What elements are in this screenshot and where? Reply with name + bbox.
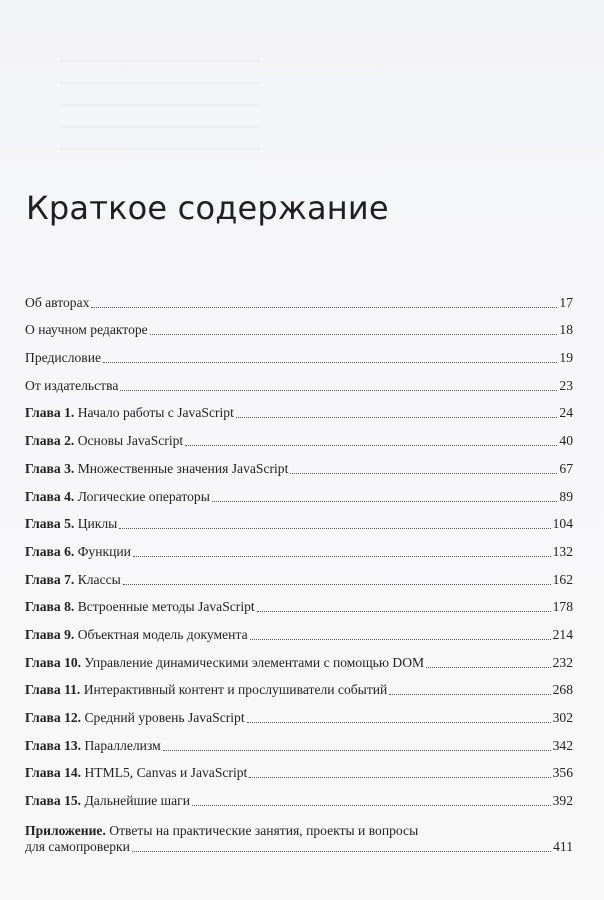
dot-leader <box>426 666 550 668</box>
dot-leader <box>133 555 551 557</box>
toc-entry-title: Логические операторы <box>77 488 210 504</box>
toc-entry-label <box>25 516 117 532</box>
toc-entry-label <box>25 405 234 421</box>
dot-leader <box>212 500 558 502</box>
page-number: 18 <box>559 322 573 338</box>
page-number: 302 <box>552 710 573 725</box>
toc-entry-title: Множественные значения JavaScript <box>77 460 289 476</box>
toc-entry <box>25 754 573 782</box>
dot-leader <box>247 721 551 723</box>
toc-entry <box>25 477 573 505</box>
chapter-number: Глава 13. <box>25 737 82 753</box>
appendix-title-part-1: Ответы на практические занятия, проекты и вопросы <box>109 823 419 839</box>
toc-entry <box>25 421 573 449</box>
toc-entry-title: Интерактивный контент и прослушиватели событий <box>83 682 388 698</box>
page-number: 411 <box>553 839 573 855</box>
toc-entry-title: Начало работы с JavaScript <box>77 405 234 421</box>
toc-entry-title: От издательства <box>25 377 119 393</box>
page-number: 356 <box>552 765 573 781</box>
toc-entry-title: Классы <box>77 571 121 587</box>
page-number: 132 <box>552 543 573 559</box>
page-number: 162 <box>552 571 573 587</box>
dot-leader <box>132 850 551 852</box>
chapter-number: Глава 5. <box>25 516 75 532</box>
toc-entry-label <box>25 350 101 366</box>
toc-entry <box>25 560 573 588</box>
toc-entry-label <box>25 544 131 560</box>
toc-entry-title: О научном редакторе <box>25 322 148 338</box>
page-number: 214 <box>552 626 573 642</box>
chapter-number: Глава 14. <box>25 765 82 781</box>
dot-leader <box>249 776 550 778</box>
dot-leader <box>123 583 551 585</box>
page-number: 342 <box>552 737 573 753</box>
page-number: 24 <box>559 405 573 421</box>
toc-entry <box>25 394 573 422</box>
toc-entry-title: Средний уровень JavaScript <box>84 710 245 725</box>
dot-leader <box>163 749 551 751</box>
appendix-title-part-2: для самопроверки <box>25 839 130 855</box>
toc-entry <box>25 505 573 533</box>
toc-entry-label <box>25 627 248 643</box>
page-number: 17 <box>559 294 573 310</box>
chapter-number: Глава 6. <box>25 543 75 559</box>
toc-entry <box>25 726 573 754</box>
dot-leader <box>103 361 557 363</box>
toc-entry-title: Циклы <box>77 516 118 532</box>
dot-leader <box>250 638 551 640</box>
dot-leader <box>192 804 551 806</box>
dot-leader <box>236 416 558 418</box>
toc-entry-label <box>25 322 148 338</box>
chapter-number: Глава 7. <box>25 571 75 587</box>
toc-entry-title: Об авторах <box>25 294 90 310</box>
page-number: 392 <box>552 793 573 809</box>
toc-entry-title: Управление динамическими элементами с помощью DOM <box>84 654 425 670</box>
dot-leader <box>119 527 550 529</box>
dot-leader <box>150 333 558 335</box>
toc-entry-label <box>25 765 247 781</box>
appendix-line-1 <box>25 823 573 839</box>
toc-entry-title: Встроенные методы JavaScript <box>77 599 255 615</box>
dot-leader <box>290 472 557 474</box>
page-number: 19 <box>559 350 573 366</box>
toc-entry <box>25 588 573 616</box>
toc-entry-label <box>25 572 121 588</box>
chapter-number: Глава 10. <box>25 654 82 670</box>
chapter-number: Глава 12. <box>25 710 82 725</box>
chapter-number: Глава 4. <box>25 488 75 504</box>
chapter-number: Глава 1. <box>25 405 75 421</box>
page-number: 67 <box>559 460 573 476</box>
toc-entry <box>25 338 573 366</box>
toc-entry <box>25 532 573 560</box>
chapter-number: Глава 15. <box>25 793 82 809</box>
dot-leader <box>91 306 557 308</box>
toc-entry <box>25 698 573 726</box>
page-number: 104 <box>552 516 573 532</box>
toc-entry <box>25 781 573 809</box>
toc-entry-label <box>25 433 183 449</box>
toc-entry-title: Объектная модель документа <box>77 626 248 642</box>
page-number: 40 <box>559 433 573 449</box>
dot-leader <box>185 444 557 446</box>
dot-leader <box>389 693 550 695</box>
toc-entry-title: Основы JavaScript <box>77 433 184 449</box>
toc-entry-title: Параллелизм <box>84 737 161 753</box>
chapter-number: Глава 11. <box>25 682 81 698</box>
toc-entry <box>25 366 573 394</box>
toc-entry-label <box>25 378 118 394</box>
page-number: 178 <box>552 599 573 615</box>
chapter-number: Глава 2. <box>25 433 75 449</box>
toc-entry-title: Дальнейшие шаги <box>84 793 191 809</box>
toc-entry-label <box>25 295 89 311</box>
toc-entry-label <box>25 793 190 809</box>
toc-entry <box>25 615 573 643</box>
appendix-label: Приложение. <box>25 823 106 839</box>
toc-entry <box>25 449 573 477</box>
toc-entry-appendix <box>25 809 573 855</box>
toc-entry-title: Функции <box>77 543 131 559</box>
chapter-number: Глава 3. <box>25 460 75 476</box>
toc-entry-title: HTML5, Canvas и JavaScript <box>84 765 248 781</box>
toc-entry-label <box>25 710 245 726</box>
toc-entry-label <box>25 461 288 477</box>
toc-entry <box>25 283 573 311</box>
toc-entry <box>25 671 573 699</box>
chapter-number: Глава 8. <box>25 599 75 615</box>
page-title: Краткое содержание <box>26 189 389 228</box>
dot-leader <box>120 389 557 391</box>
table-of-contents <box>25 283 573 855</box>
page-number: 89 <box>559 488 573 504</box>
toc-entry-label <box>25 489 210 505</box>
toc-entry-label <box>25 655 424 671</box>
chapter-number: Глава 9. <box>25 626 75 642</box>
toc-entry-label <box>25 599 255 615</box>
bleed-through-text <box>60 60 260 170</box>
toc-entry-title: Предисловие <box>25 350 102 366</box>
toc-entry-label <box>25 738 161 754</box>
toc-entry <box>25 311 573 339</box>
page-number: 232 <box>552 654 573 670</box>
toc-entry <box>25 643 573 671</box>
appendix-line-2 <box>25 839 573 855</box>
page-number: 268 <box>552 682 573 698</box>
dot-leader <box>257 610 551 612</box>
toc-entry-label <box>25 682 387 698</box>
page-number: 23 <box>559 377 573 393</box>
